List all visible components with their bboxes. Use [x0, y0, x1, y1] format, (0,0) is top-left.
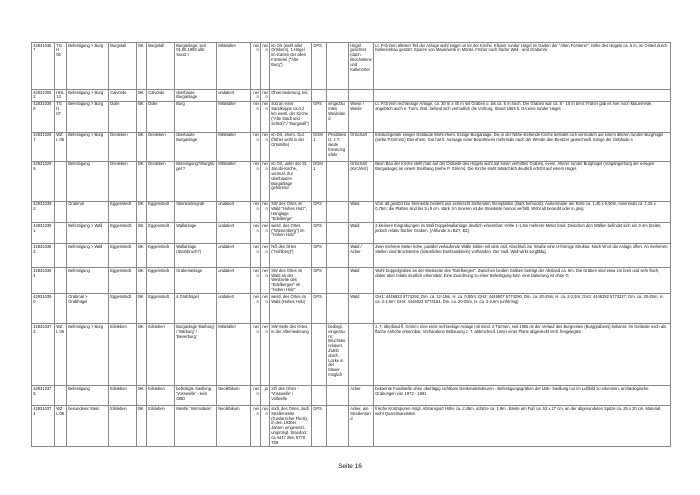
remarks-cell: Zwei mehrere Meter hohe, parallel verlaufende Wälle bilden mit dem östl. Abschluß zur Straße eine U-förmige Struktur. Nach W ist die Anlage offen. An mehreren Stellen sind Bruchsteine (bräunlicher Buntsandstein) vorhanden. Der südl. Wall wirkt sorgfältig — [374, 244, 671, 268]
municipality-cell: Calvörde — [109, 90, 137, 102]
flag1-cell: nein — [251, 294, 261, 324]
gps-cell: GPS — [312, 244, 327, 268]
type-cell: Befestigung > Wall — [67, 223, 109, 244]
location-cell: im Ort (wohl alter Ortskern), 1 Hügel im Garten der allen Försterei ("Alte Burg") — [270, 43, 312, 90]
flag1-cell: nein — [251, 324, 261, 386]
flag2-cell: nein — [261, 223, 270, 244]
name-cell: Burganlage 'Barburg' / 'Bärburg' / 'Beverburg' — [175, 324, 217, 386]
period-cell: Neolithikum — [217, 386, 251, 406]
usage-cell — [327, 406, 349, 447]
landuse-cell: Wald / Acker — [349, 244, 374, 268]
period-cell: undatiert — [217, 223, 251, 244]
district-cell: BK — [137, 223, 147, 244]
flag2-cell: nein — [261, 294, 270, 324]
location-cell: westl. des Ortes ("Wüstenberg") im "Hohen Holz" — [270, 223, 312, 244]
flag2-cell: nein — [261, 132, 270, 161]
landuse-cell: Wald — [349, 294, 374, 324]
table-row — [32, 244, 671, 268]
period-cell: Mittelalter — [217, 324, 251, 386]
table-row — [32, 223, 671, 244]
locality-cell: Eilsleben — [147, 406, 175, 447]
remarks-cell: Wohl Doppelgraben an der Westseite des "Edelberges". Zwischen beiden Gräben beträgt der Abstand ca. 6m. Die Gräben sind etwa 1m breit und sehr flach, daher aber relativ deutlich erkennbar. Eine Zuordnung zu einer Befestigung bwz. eine Datierung ist ohne G — [374, 268, 671, 294]
code-cell: WZL 06 — [55, 324, 67, 386]
remarks-cell: Lt. P.Grimm rechteckige Anlage, ca. 30 m x 40 m mit Graben u. bis ca. 5 m hoch, Der Graben war ca. 8 - 10 m breit. Früher gab es hier noch Mauerreste, angeblich auch e. Turm. Östl. befand sich vermutlich die Vorburg. Stand 1959 lt. OA eine runder Hügel, — [374, 101, 671, 132]
table-row — [32, 101, 671, 132]
location-cell: SW des Ortes im Wald "Hohes Holz", Hanglage "Edelberge" — [270, 201, 312, 222]
period-cell: Mittelalter — [217, 43, 251, 90]
flag2-cell: nein — [261, 161, 270, 201]
name-cell: Steinkistengrab — [175, 201, 217, 222]
id-cell: 428310374 — [32, 406, 55, 447]
landuse-cell: Wald — [349, 223, 374, 244]
name-cell: Burg — [175, 101, 217, 132]
flag2-cell: nein — [261, 406, 270, 447]
name-cell: Grabenanlage — [175, 268, 217, 294]
district-cell: BK — [137, 406, 147, 447]
name-cell: befestigte Siedlung 'Vosswelle' - kein OBD — [175, 386, 217, 406]
gps-cell: GPS — [312, 223, 327, 244]
name-cell: 4 Grabhügel — [175, 294, 217, 324]
landuse-cell: Ortschaft (Kirchhof) — [349, 161, 374, 201]
gps-cell: DGM1 — [312, 132, 327, 161]
gps-cell: GPS — [312, 101, 327, 132]
district-cell: BK — [137, 268, 147, 294]
usage-cell — [327, 161, 349, 201]
locality-cell: Eilsleben — [147, 386, 175, 406]
table-row — [32, 268, 671, 294]
landuse-cell: Acker, am Straßenran d — [349, 406, 374, 447]
municipality-cell: Eggenstedt — [109, 223, 137, 244]
flag1-cell: nein — [251, 268, 261, 294]
location-cell: im Ort, unter der St. Jacobi-Kirche, vermutl. Zur überbauten Burganlage gehörend — [270, 161, 312, 201]
municipality-cell: Eggenstedt — [109, 268, 137, 294]
municipality-cell: Dolle — [109, 101, 137, 132]
flag1-cell: nein — [251, 386, 261, 406]
district-cell: BK — [137, 324, 147, 386]
monument-register-table — [31, 42, 671, 447]
flag1-cell: nein — [251, 43, 261, 90]
table-row — [32, 324, 671, 386]
usage-cell — [327, 294, 349, 324]
period-cell: undatiert — [217, 294, 251, 324]
type-cell: Grabmal > Grabhügel — [67, 294, 109, 324]
name-cell: Wallanlage (Stambruch?) — [175, 244, 217, 268]
locality-cell: Dolle — [147, 101, 175, 132]
locality-cell: Calvörde — [147, 90, 175, 102]
page-number: Seite 16 — [338, 463, 362, 470]
landuse-cell — [349, 324, 374, 386]
name-cell: Wallanlage — [175, 223, 217, 244]
municipality-cell: Dreileben — [109, 132, 137, 161]
usage-cell — [327, 201, 349, 222]
landuse-cell: Wald — [349, 268, 374, 294]
remarks-cell: 2 kleinere Eingrabungen im Wall Doppelwallanlage deutlich erkennbar; Höhe 1-1,5m mehrere Meter breit. Zwischen den Wällen befindet sich ein 3-4m breiter, jedoch relativ flacher Graben. (Altfunde zu BZ?, EZ) — [374, 223, 671, 244]
locality-cell: Eggenstedt — [147, 294, 175, 324]
municipality-cell: Eggenstedt — [109, 201, 137, 222]
municipality-cell: Eilsleben — [109, 324, 137, 386]
flag2-cell: nein — [261, 101, 270, 132]
id-cell: 428310297 — [32, 132, 55, 161]
usage-cell — [327, 43, 349, 90]
period-cell: undatiert — [217, 201, 251, 222]
type-cell: Grabmal — [67, 201, 109, 222]
table-row — [32, 161, 671, 201]
remarks-cell: z. T. überbaut fl. Grimm: eine einst rechteckige Anlage mit mind. 2 Türmen, seit 1955 ist der Verlauf des Burgrestes (Burggrabens) bekannt. Im Gelände noch als flache Anhöhe erkennbar. Vorhandene Bebauung z. T. abbruchreif. Unter einer Plane abgedeckt vmtl. freigelegtes — [374, 324, 671, 386]
table-row — [32, 406, 671, 447]
flag2-cell: nein — [261, 43, 270, 90]
gps-cell: GPS — [312, 406, 327, 447]
landuse-cell: Ortschaft — [349, 132, 374, 161]
district-cell: BK — [137, 90, 147, 102]
gps-cell: GPS — [312, 43, 327, 90]
municipality-cell: Burgstall — [109, 43, 137, 90]
landuse-cell: Acker — [349, 386, 374, 406]
type-cell: Befestigung — [67, 161, 109, 201]
municipality-cell: Eilsleben — [109, 406, 137, 447]
id-cell: 428310393 — [32, 201, 55, 222]
usage-cell: eingezäu mtes Weidelan d — [327, 101, 349, 132]
district-cell: BK — [137, 294, 147, 324]
locality-cell: Eilsleben — [147, 324, 175, 386]
id-cell: 428310367 — [32, 43, 55, 90]
district-cell: BK — [137, 132, 147, 161]
usage-cell — [327, 386, 349, 406]
location-cell: Ohrerniederung, teil. — [270, 90, 312, 102]
usage-cell: bedingt, eingezäu nt; Bruchstei nmauer, Zutritt durch Lücke in der Mauer möglich — [327, 324, 349, 386]
table-row — [32, 201, 671, 222]
id-cell: 428310394 — [32, 268, 55, 294]
remarks-cell: vmtl. alt gestört Die Steinkiste besteht aus senkrecht stehenden Steinplatten (stark bemoost). Außenmaße der Kiste ca. 1,40 x 0,90m, Innenmaß ca. 1,25 x 0,75m; die Platten sind bis zu 9 cm. stark. Im Inneren ist die Steinkiste humos verfüllt. Wohl alt beraubt oder in jüng — [374, 201, 671, 222]
remarks-cell: GH1: 4446623 5774292, Dm. ca. 12-15m, H. ca. 0,80m; GH2: 4446507 5774290, Dm. ca. 20-25m, H. ca. 2-2,5m; GH3: 4446392 5774227, Dm. ca. 20-25m, H. ca. 2-2,5m; GH4: 4446522 5774154, Dm. ca. 20-25m, H. ca. 2-2,5m (unförmig) — [374, 294, 671, 324]
flag2-cell: ja — [261, 386, 270, 406]
gps-cell: GPS — [312, 201, 327, 222]
code-cell — [55, 223, 67, 244]
remarks-cell — [374, 90, 671, 102]
period-cell: Mittelalter — [217, 132, 251, 161]
table-body — [32, 43, 671, 447]
location-cell: südl. des Ortes, südl. Straßenseite (Goslarscher Fleck), in den 1930er Jahren umgesetzt, ursprüngl. Standort : ca 4447 256, 5778 759 — [271, 405, 310, 445]
flag2-cell: nein — [262, 89, 268, 100]
code-cell — [55, 244, 67, 268]
flag1-cell: nein — [251, 244, 261, 268]
remarks-cell: Lt. P.Grimm ältester Teil der Anlage wohl Hügel un ter der Kirche. Kleiner runder Hügel im Garten der "Alten Försterei": Höhe des Hügels ca. 5 m, im Ostteil durch Kellereinbau gestört. Spuren von Mauerwerk in Mörtel. Früher noch flache Wall - und Grabenre — [374, 43, 671, 90]
remarks-cell: frische Kratzspuren mögl. Abtransport Höhe ca. 2,45m, schitze ca. 1,9m , Breite am Fuß ca. 53 x 27 cm, an der abgerundeten Spitze ca. 25 x 20 cm, Material wohl Quarzitsandstein — [374, 406, 671, 447]
id-cell: 428310390 — [32, 294, 55, 324]
id-cell: 428310052 — [32, 90, 55, 102]
district-cell: BK — [137, 161, 147, 201]
landuse-cell: Hügel gerichtet (darin Bruchsteine und Kalkmörtel — [349, 43, 374, 90]
period-cell: undatiert — [217, 244, 251, 268]
usage-cell: Privatbesi tz, z.T. akute Einsturzg efahr — [327, 132, 349, 161]
type-cell: Befestigung > Burg — [67, 324, 109, 386]
municipality-cell: Dreileben — [109, 161, 137, 201]
table-row — [32, 90, 671, 102]
locality-cell: Eggenstedt — [147, 244, 175, 268]
location-cell: westl. des Ortes im Wald (Hohes Holz) — [270, 294, 312, 324]
location-cell: SW-Seite des Ortes, in der Allerniederung — [270, 324, 312, 386]
table-row — [32, 132, 671, 161]
locality-cell: Dreileben — [147, 132, 175, 161]
locality-cell: Dreileben — [147, 161, 175, 201]
type-cell: Befestigung > Burg — [67, 132, 109, 161]
landuse-cell — [349, 90, 374, 102]
landuse-cell: Wald — [349, 201, 374, 222]
table-row — [32, 43, 671, 90]
municipality-cell: Eggenstedt — [109, 244, 137, 268]
usage-cell — [327, 223, 349, 244]
gps-cell — [312, 324, 327, 386]
type-cell: besonderer Stein — [67, 406, 109, 447]
name-cell: Menhir 'Immnsäule' — [175, 406, 217, 447]
period-cell: Mittelalter — [217, 161, 251, 201]
landuse-cell: Wiese / Weide — [349, 101, 374, 132]
usage-cell — [327, 244, 349, 268]
id-cell: 428310372 — [32, 324, 55, 386]
code-cell — [55, 161, 67, 201]
code-cell: HDL 13 — [55, 90, 67, 102]
district-cell: BK — [137, 386, 147, 406]
period-cell: Mittelalter — [217, 101, 251, 132]
flag1-cell: nein — [251, 90, 261, 102]
type-cell: Befestigung > Wall — [67, 244, 109, 268]
table-row — [32, 294, 671, 324]
remarks-cell: Einsturzgefahr einiger Gebäude Wohl ehem. Eckige Burganlage. Die in der Nähe stehende Kirche befindet sich vermutlich auf einem älteren runden Burghügel (siehe P.Grimm!) Das ehem. Gut hat lt. Aussage einer Bewohnerin mehrmals nach der Wende den Besitzer gewechselt. Einige der Gebäude s — [374, 132, 671, 161]
id-cell: 428310375 — [32, 386, 55, 406]
name-cell: Befestigung?/Burghügel ? — [175, 161, 217, 201]
id-cell: 428310382 — [32, 244, 55, 268]
municipality-cell: Eilsleben — [109, 386, 137, 406]
code-cell — [55, 386, 67, 406]
period-cell: undatiert — [217, 268, 251, 294]
flag1-cell: nein — [251, 223, 261, 244]
flag1-cell: nein — [251, 132, 261, 161]
location-cell: NÖ des Ortes ("Hohlberg") — [270, 244, 312, 268]
type-cell: Befestigung > Burg — [67, 43, 109, 90]
district-cell: BK — [137, 101, 147, 132]
code-cell — [55, 268, 67, 294]
code-cell — [55, 294, 67, 324]
remarks-cell: bekannte Fundstelle ohne obertägig sichtbare Denkmalstrukturen - Befestigungsgräben der LBK- Siedlung nur im Luftbild zu erkennen, archäologische Grabungen von 1973 - 1991 — [374, 386, 671, 406]
id-cell: 428310391 — [32, 223, 55, 244]
code-cell: WZL 05 — [55, 132, 67, 161]
flag1-cell: nein — [251, 406, 261, 447]
type-cell: Befestigung > Burg — [67, 101, 109, 132]
gps-cell: GPS — [312, 294, 327, 324]
locality-cell: Eggenstedt — [147, 223, 175, 244]
type-cell: Befestigung — [67, 386, 109, 406]
usage-cell — [327, 90, 349, 102]
usage-cell — [327, 268, 349, 294]
flag2-cell: nein — [261, 201, 270, 222]
name-cell: überbaute Burganlage — [175, 132, 217, 161]
code-cell: TGH 06 — [55, 43, 67, 90]
location-cell: im Ort, ehem. Gut (früher wohl in der Ortsmitte) — [270, 132, 312, 161]
district-cell: BK — [137, 43, 147, 90]
period-cell: undatiert — [217, 90, 251, 102]
location-cell: süd an einer Sandkuppe ca.0,2 km westl. der Kirche ("Alte Stadt und Schloß" / "Burgwall") — [270, 101, 312, 132]
name-cell: überbaute Burganlage — [175, 90, 217, 102]
code-cell: WZL 08 — [55, 406, 67, 447]
locality-cell: Eggenstedt — [147, 268, 175, 294]
locality-cell: Eggenstedt — [147, 201, 175, 222]
name-cell: Burganlage, seit 01.05.1959 ulbr Soutz ! — [175, 43, 217, 90]
locality-cell: Burgstall — [147, 43, 175, 90]
gps-cell: GPS — [312, 268, 327, 294]
gps-cell — [312, 90, 327, 102]
remarks-cell: Beim Bau der Kirche stellt man auf der Ostseite des Hügels wohl auf einen verfüllten Graben, evenl. Älterer runder Burghügel (Vorgängerburg der eckigen Burganlage) an einem Steilhang (siehe P. Grimm). Die Kirche steht tatsächlich deutlich erhöht auf einem Hügel. — [374, 161, 671, 201]
flag1-cell: nein — [251, 101, 261, 132]
flag2-cell: nein — [261, 268, 270, 294]
flag2-cell: nein — [261, 244, 270, 268]
district-cell: BK — [137, 201, 147, 222]
location-cell: SÖ des Ortes - 'Vosswelle' / Vollwelle — [270, 386, 312, 406]
flag1-cell: nein — [251, 161, 261, 201]
code-cell — [55, 201, 67, 222]
municipality-cell: Eggenstedt — [109, 294, 137, 324]
location-cell: SW des Ortes im Wald an der Westseite des "Edelberges" im "Hohen Holz" — [270, 268, 312, 294]
code-cell: TGH 07 — [55, 101, 67, 132]
period-cell: Neolithikum — [217, 406, 251, 447]
flag2-cell: nein — [261, 324, 270, 386]
type-cell: Befestigung > Burg — [67, 90, 109, 102]
gps-cell: DGM1 — [312, 161, 327, 201]
table-row — [32, 386, 671, 406]
flag1-cell: nein — [251, 201, 261, 222]
id-cell: 428310296 — [32, 161, 55, 201]
gps-cell — [312, 386, 327, 406]
id-cell: 428310366 — [32, 101, 55, 132]
district-cell: BK — [137, 244, 147, 268]
type-cell: Befestigung — [67, 268, 109, 294]
